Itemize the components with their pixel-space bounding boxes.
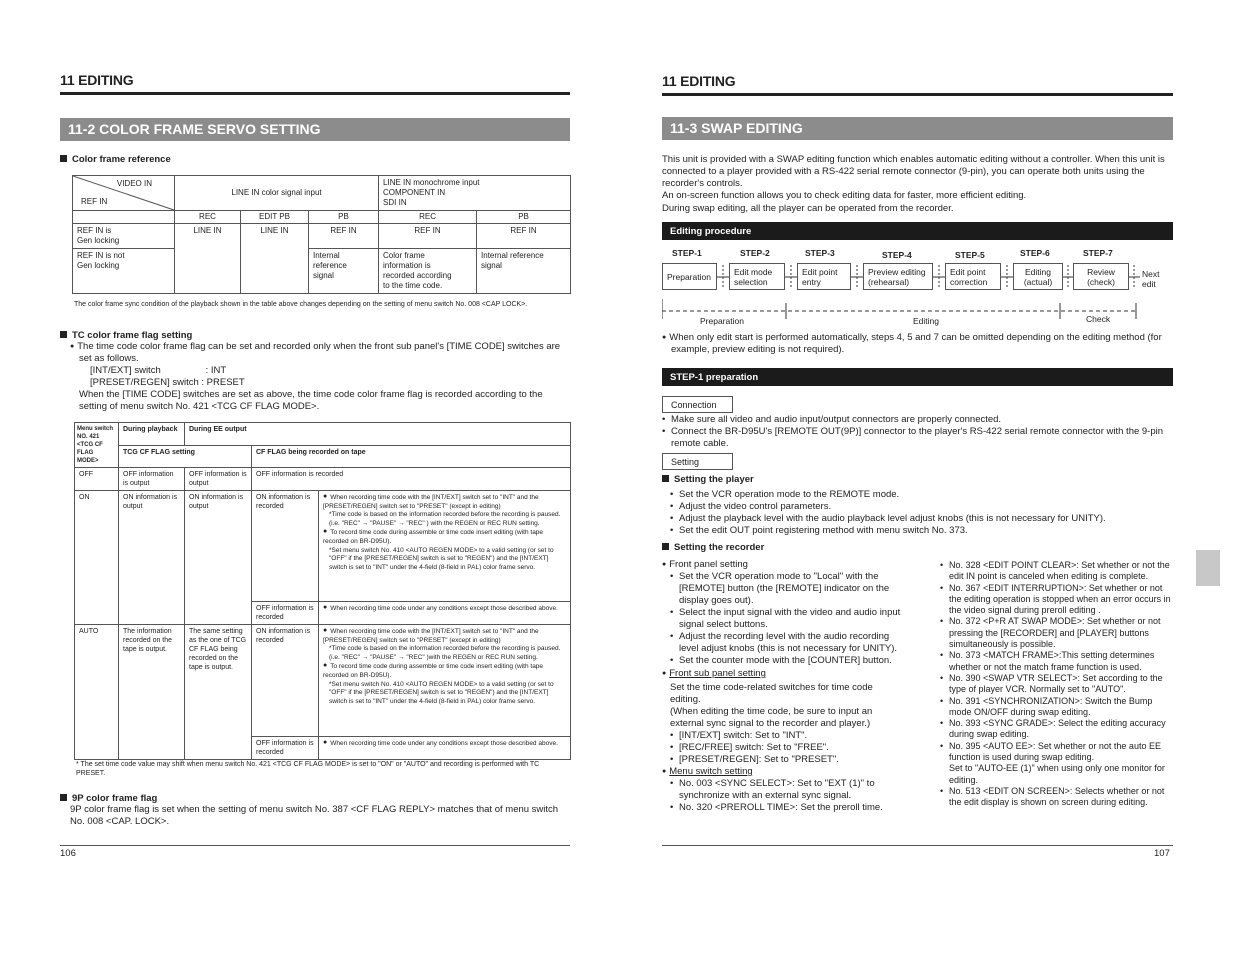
conn-item-2: • Connect the BR-D95U's [REMOTE OUT(9P)] connector to the player's RS-422 serial remote connector with the 9-pin remote cable.: [662, 426, 1173, 450]
chapter-rule-right: [662, 93, 1173, 96]
page-number-left: 106: [60, 848, 76, 859]
step-5-box: Edit point correction: [945, 263, 1001, 290]
footer-rule-right: [662, 845, 1173, 846]
row-off: OFF: [75, 468, 119, 491]
front-item-3: • Adjust the recording level with the audio recording level adjust knobs (this is not necessary for UNITY).: [670, 631, 902, 655]
row-not-gen-lock: REF IN is not Gen locking: [73, 249, 175, 294]
step1-bar: STEP-1 preparation: [662, 368, 1173, 386]
step-1-box: Preparation: [662, 263, 717, 290]
on-d3: ● To record time code during assemble or time code insert editing (with tape recorded on BR-D95U).: [323, 528, 566, 546]
section-title-right: 11-3 SWAP EDITING: [662, 117, 1173, 140]
on-c1: ON information is output: [119, 491, 185, 625]
editing-procedure-bar: Editing procedure: [662, 222, 1173, 240]
step-2-label: STEP-2: [740, 248, 770, 258]
step-7-label: STEP-7: [1083, 248, 1113, 258]
player-item-2: • Adjust the video control parameters.: [670, 501, 1170, 513]
auto-on-rec: ON information is recorded: [252, 625, 319, 737]
on-rec: ON information is recorded: [252, 491, 319, 602]
menu-list-b: [940, 560, 1175, 809]
row-gen-lock: REF IN is Gen locking: [73, 224, 175, 249]
phase-preparation: Preparation: [700, 316, 744, 326]
player-item-1: • Set the VCR operation mode to the REMOTE mode.: [670, 489, 1170, 501]
player-item-3: • Adjust the playback level with the audio playback level adjust knobs (this is not necessary for UNITY).: [670, 513, 1170, 525]
cell-ref-in-3: REF IN: [477, 224, 571, 249]
thumb-tab: [1196, 550, 1220, 586]
section-title-left: 11-2 COLOR FRAME SERVO SETTING: [60, 118, 570, 141]
menu-sw-heading: Menu switch setting: [669, 766, 753, 777]
p9-heading: 9P color frame flag: [60, 793, 157, 804]
sub-edit-pb: EDIT PB: [241, 211, 309, 224]
menu-item-393: • No. 393 <SYNC GRADE>: Select the editing accuracy during swap editing.: [940, 718, 1175, 741]
cell-ref-in-2: REF IN: [379, 224, 477, 249]
cf-flag-table: [74, 422, 571, 760]
row-on: ON: [75, 491, 119, 625]
menu-item-513: • No. 513 <EDIT ON SCREEN>: Selects whether or not the edit display is shown on screen during editing.: [940, 786, 1175, 809]
th-during-ee: During EE output: [185, 423, 571, 446]
tc-flag-heading: TC color frame flag setting: [60, 330, 192, 341]
tc-flag-s2: [PRESET/REGEN] switch : PRESET: [90, 377, 245, 388]
intro-p1: This unit is provided with a SWAP editing function which enables automatic editing without a controller. When this unit is connected to a player provided with a RS-422 serial remote connector (9-pin), you can operate both units using the recorder's controls.: [662, 154, 1165, 189]
cell-internal-2: Internal reference signal: [477, 249, 571, 294]
tc-flag-s1: [INT/EXT] switch : INT: [90, 365, 227, 376]
cell-line-in-2: LINE IN: [241, 224, 309, 294]
intro-p2: An on-screen function allows you to check editing data for faster, more efficient editing.: [662, 190, 1027, 201]
auto-d1: ● When recording time code with the [INT/EXT] switch set to "INT" and the [PRESET/REGEN] switch set to "PRESET" (except in editing): [323, 627, 566, 645]
connection-box: Connection: [662, 396, 733, 413]
phase-check: Check: [1086, 314, 1111, 324]
recorder-heading: Setting the recorder: [662, 542, 764, 553]
on-off-rec: OFF information is recorded: [252, 602, 319, 625]
menu-item-328: • No. 328 <EDIT POINT CLEAR>: Set whether or not the edit IN point is canceled when editing is complete.: [940, 560, 1175, 583]
connection-list: [662, 414, 1173, 450]
chapter-title-left: 11 EDITING: [60, 72, 134, 88]
chapter-title-right: 11 EDITING: [662, 73, 736, 89]
auto-d3: ● To record time code during assemble or time code insert editing (with tape recorded on BR-D95U).: [323, 662, 566, 680]
off-c3: OFF information is recorded: [252, 468, 571, 491]
step-7-box: Review (check): [1073, 263, 1129, 290]
sub-rec-2: REC: [379, 211, 477, 224]
diag-header-cell: [73, 176, 175, 211]
player-item-4: • Set the edit OUT point registering method with menu switch No. 373.: [670, 525, 1170, 537]
menu-item-391: • No. 391 <SYNCHRONIZATION>: Switch the Bump mode ON/OFF during swap editing.: [940, 696, 1175, 719]
auto-desc: [319, 625, 571, 737]
menu-item-390: • No. 390 <SWAP VTR SELECT>: Set according to the type of player VCR. Normally set to "AUTO".: [940, 673, 1175, 696]
step-4-box: Preview editing (rehearsal): [863, 263, 933, 290]
phase-editing: Editing: [913, 316, 939, 326]
step-3-label: STEP-3: [805, 248, 835, 258]
menu-item-367: • No. 367 <EDIT INTERRUPTION>: Set whether or not the editing operation is stopped when an error occurs in the video signal during preroll editing .: [940, 583, 1175, 617]
menu-item-003: • No. 003 <SYNC SELECT>: Set to "EXT (1)" to synchronize with an external sync signal.: [670, 778, 902, 802]
auto-c1: The information recorded on the tape is output.: [119, 625, 185, 760]
page-number-right: 107: [1154, 848, 1170, 859]
on-d1: ● When recording time code with the [INT/EXT] switch set to "INT" and the [PRESET/REGEN] switch set to "PRESET" (except in editing): [323, 493, 566, 511]
step-5-label: STEP-5: [955, 250, 985, 260]
col-mono: LINE IN monochrome input COMPONENT IN SDI IN: [379, 176, 571, 211]
color-frame-table: [72, 175, 571, 294]
menu-item-373: • No. 373 <MATCH FRAME>:This setting determines whether or not the match frame function is used.: [940, 650, 1175, 673]
footer-rule-left: [60, 845, 570, 846]
step-1-label: STEP-1: [672, 248, 702, 258]
p9-text: 9P color frame flag is set when the setting of menu switch No. 387 <CF FLAG REPLY> matches that of menu switch No. 008 <CAP. LOCK>.: [70, 804, 559, 827]
sub-pb-1: PB: [309, 211, 379, 224]
step-diagram: [662, 245, 1173, 330]
sub-pb-2: PB: [477, 211, 571, 224]
menu-list-a: [662, 778, 902, 814]
cell-internal-1: Internal reference signal: [309, 249, 379, 294]
th-during-pb: During playback: [119, 423, 185, 446]
step-3-box: Edit point entry: [797, 263, 851, 290]
off-c2: OFF information is output: [185, 468, 252, 491]
on-desc: [319, 491, 571, 602]
tc-flag-text: [70, 341, 570, 413]
front-sub-text: Set the time code-related switches for time code editing. (When editing the time code, be sure to input an external sync signal to the recorder and player.): [670, 682, 873, 729]
on-c2: ON information is output: [185, 491, 252, 625]
front-sub-item-1: • [INT/EXT] switch: Set to "INT".: [670, 730, 902, 742]
th-cf-rec: CF FLAG being recorded on tape: [252, 445, 571, 468]
diag-bottom-label: REF IN: [81, 197, 108, 206]
player-list: [670, 489, 1170, 537]
player-heading: Setting the player: [662, 474, 754, 485]
intro-p3: During swap editing, all the player can be operated from the recorder.: [662, 203, 954, 214]
flag-table-note: * The set time code value may shift when menu switch No. 421 <TCG CF FLAG MODE> is set to "ON" or "AUTO" and recording is performed with TC PRESET.: [76, 761, 540, 777]
auto-d2: *Time code is based on the information recorded before the recording is paused. (i.e. "REC" → "PAUSE" → "REC" )with the REGEN or REC RUN setting.: [329, 645, 561, 661]
recorder-col-left: [662, 559, 902, 814]
front-item-1: • Set the VCR operation mode to "Local" with the [REMOTE] button (the [REMOTE] indicator on the display goes out).: [670, 571, 902, 607]
sub-rec-1: REC: [175, 211, 241, 224]
front-panel-heading: ● Front panel setting: [662, 559, 902, 571]
front-sub-item-3: • [PRESET/REGEN]: Set to "PRESET".: [670, 754, 902, 766]
th-menu-sw: Menu switch NO. 421 <TCG CF FLAG MODE>: [75, 423, 119, 468]
cf-ref-note: The color frame sync condition of the playback shown in the table above changes depending on the setting of menu switch No. 008 <CAP LOCK>.: [74, 301, 528, 308]
cell-line-in-1: LINE IN: [175, 224, 241, 294]
next-edit-label: Next edit: [1142, 269, 1160, 289]
th-tcg-cf: TCG CF FLAG setting: [119, 445, 252, 468]
row-auto: AUTO: [75, 625, 119, 760]
off-c1: OFF information is output: [119, 468, 185, 491]
front-item-2: • Select the input signal with the video and audio input signal select buttons.: [670, 607, 902, 631]
step-6-label: STEP-6: [1020, 248, 1050, 258]
tc-flag-p2: When the [TIME CODE] switches are set as above, the time code color frame flag is recorded according to the setting of menu switch No. 421 <TCG CF FLAG MODE>.: [79, 389, 543, 412]
on-d2: *Time code is based on the information recorded before the recording is paused. (i.e. "REC" → "PAUSE" → "REC" ) with the REGEN or REC RUN setting.: [329, 511, 561, 527]
step-note: ● When only edit start is performed automatically, steps 4, 5 and 7 can be omitted depending on the editing method (for example, preview editing is not required).: [662, 332, 1173, 356]
on-off-desc: ● When recording time code under any conditions except those described above.: [319, 602, 571, 625]
on-d4: *Set menu switch No. 410 <AUTO REGEN MODE> to a valid setting (or set to "OFF" if the [PRESET/REGEN] switch is set to "REGEN") and the [INT/EXT] switch is set to "INT" under the 4-field (8-field in PAL) color frame servo.: [329, 546, 554, 571]
front-sub-list: [662, 730, 902, 766]
conn-item-1: • Make sure all video and audio input/output connectors are properly connected.: [662, 414, 1173, 426]
auto-d4: *Set menu switch No. 410 <AUTO REGEN MODE> to a valid setting (or set to "OFF" if the [PRESET/REGEN] switch is set to "REGEN") and the [INT/EXT] switch is set to "INT" under the 4-field (8-field in PAL) color frame servo.: [329, 680, 554, 705]
menu-item-320: • No. 320 <PREROLL TIME>: Set the preroll time.: [670, 802, 902, 814]
cell-ref-in-1: REF IN: [309, 224, 379, 249]
auto-c2: The same setting as the one of TCG CF FLAG being recorded on the tape is output.: [185, 625, 252, 760]
front-sub-item-2: • [REC/FREE] switch: Set to "FREE".: [670, 742, 902, 754]
front-sub-heading: Front sub panel setting: [669, 668, 766, 679]
cf-ref-heading: Color frame reference: [60, 154, 171, 165]
cell-color-frame-info: Color frame information is recorded according to the time code.: [379, 249, 477, 294]
menu-item-372: • No. 372 <P+R AT SWAP MODE>: Set whether or not pressing the [RECORDER] and [PLAYER] buttons simultaneously is possible.: [940, 616, 1175, 650]
front-panel-list: [662, 571, 902, 667]
auto-off-desc: ● When recording time code under any conditions except those described above.: [319, 737, 571, 760]
step-4-label: STEP-4: [882, 250, 912, 260]
col-line-in: LINE IN color signal input: [175, 176, 379, 211]
setting-box: Setting: [662, 453, 733, 470]
auto-off-rec: OFF information is recorded: [252, 737, 319, 760]
diag-top-label: VIDEO IN: [116, 179, 152, 188]
swap-intro: [662, 154, 1173, 215]
tc-flag-p1: ● The time code color frame flag can be set and recorded only when the front sub panel's [TIME CODE] switches are set as follows.: [70, 341, 570, 365]
front-item-4: • Set the counter mode with the [COUNTER] button.: [670, 655, 902, 667]
step-2-box: Edit mode selection: [729, 263, 785, 290]
menu-item-395: • No. 395 <AUTO EE>: Set whether or not the auto EE function is used during swap editing. Set to "AUTO-EE (1)" when using only one monitor for editing.: [940, 741, 1175, 786]
chapter-rule-left: [60, 92, 570, 95]
step-6-box: Editing (actual): [1013, 263, 1063, 290]
